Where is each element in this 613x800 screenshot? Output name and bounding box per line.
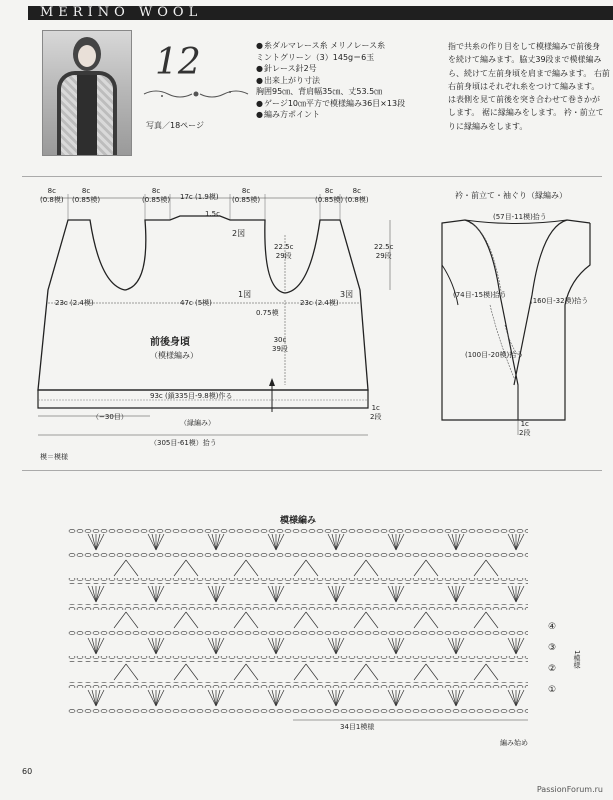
underarm-left: 23c (2.4模) — [55, 299, 94, 307]
front-lower-pickup: (100目-20模)拾う — [465, 351, 524, 359]
dim-top-4: 8c (0.85模) — [232, 187, 261, 204]
crochet-chart — [68, 528, 538, 728]
border-label: （縁編み） — [180, 419, 215, 427]
front-left-pickup: (74目-15模)拾う — [453, 291, 507, 299]
border-height: 1c 2段 — [370, 404, 382, 421]
row-marker: ② — [548, 664, 557, 674]
repeat-label: 1模様 — [573, 650, 581, 669]
model-photo — [42, 30, 132, 156]
material-line: ● 編み方ポイント — [256, 109, 436, 121]
armhole-depth-right: 22.5c 29段 — [374, 243, 394, 260]
back-neck-pickup: (57目-11模)拾う — [493, 213, 547, 221]
photo-reference: 写真／18ページ — [146, 121, 205, 130]
material-line: ● 糸ダルマレース糸 メリノレース糸 — [256, 40, 436, 52]
instructions-text: 指で共糸の作り目をして模様編みで前後身 を続けて編みます。脇丈39段まで模様編み ら、続けて左前身頃を肩まで編みます。 右前 右前身頃はそれぞれ糸をつけて編みます。 は表側を見て前後を突き合わせて巻きかが します。 裾に縁編みをします。 衿・前立て りに縁編みをします。 — [448, 42, 610, 131]
row-marker: ③ — [548, 643, 557, 653]
watermark: PassionForum.ru — [536, 785, 603, 794]
border-stitches: （−30目） — [92, 413, 128, 421]
chart-title: 模様編み — [280, 516, 317, 526]
border-schematic — [430, 205, 605, 445]
bottom-repeat-label: 34目1模様 — [340, 723, 375, 731]
pattern-number: 12 — [155, 42, 201, 83]
dim-top-3: 8c (0.85模) — [142, 187, 171, 204]
start-label: 編み始め — [500, 739, 528, 747]
material-line: ● ゲージ10㎝平方で模様編み36目×13段 — [256, 98, 436, 110]
armhole-depth: 22.5c 29段 — [274, 243, 294, 260]
armhole-pickup: (160目-32模)拾う — [530, 297, 589, 305]
body-title: 前後身頃 — [150, 337, 190, 348]
dim-top-2: 8c (0.85模) — [72, 187, 101, 204]
material-line: ● 出来上がり寸法 — [256, 75, 436, 87]
dim-top-1: 8c (0.8模) — [40, 187, 64, 204]
body-length: 30c 39段 — [272, 336, 288, 353]
border-schematic-title: 衿・前立て・袖ぐり（縁編み） — [455, 191, 567, 200]
divider — [22, 176, 602, 177]
material-line: ● 針レース針2号 — [256, 63, 436, 75]
ornament-divider — [142, 88, 250, 100]
inset-note: 0.75模 — [256, 309, 279, 317]
materials-list — [256, 40, 436, 121]
fig2-label: 2図 — [232, 229, 246, 238]
underarm-right: 23c (2.4模) — [300, 299, 339, 307]
underarm-mid: 47c (5模) — [180, 299, 212, 307]
body-subtitle: （模様編み） — [150, 351, 198, 360]
fig1-label: 1図 — [238, 290, 252, 299]
divider — [22, 470, 602, 471]
row-marker: ④ — [548, 622, 557, 632]
legend-note: 模＝模様 — [40, 453, 68, 461]
material-line: 胸囲95㎝、背肩幅35㎝、丈53.5㎝ — [256, 87, 383, 96]
total-pickup: （305目-61模）拾う — [150, 439, 217, 447]
dim-top-5: 8c (0.85模) — [315, 187, 344, 204]
dim-top-center: 17c (1.9模) — [180, 193, 219, 201]
material-line: ミントグリーン（3）145g＝6玉 — [256, 52, 375, 62]
fig3-label: 3図 — [340, 290, 354, 299]
dim-top-6: 8c (0.8模) — [345, 187, 369, 204]
edge-height: 1c 2段 — [519, 420, 531, 437]
page-number: 60 — [22, 767, 33, 776]
foundation-note: 93c (鎖335目-9.8模)作る — [150, 392, 233, 400]
body-schematic — [20, 180, 415, 450]
row-marker: ① — [548, 685, 557, 695]
header-title: MERINO WOOL — [40, 5, 203, 20]
shoulder-slope: 1.5c — [205, 210, 220, 218]
